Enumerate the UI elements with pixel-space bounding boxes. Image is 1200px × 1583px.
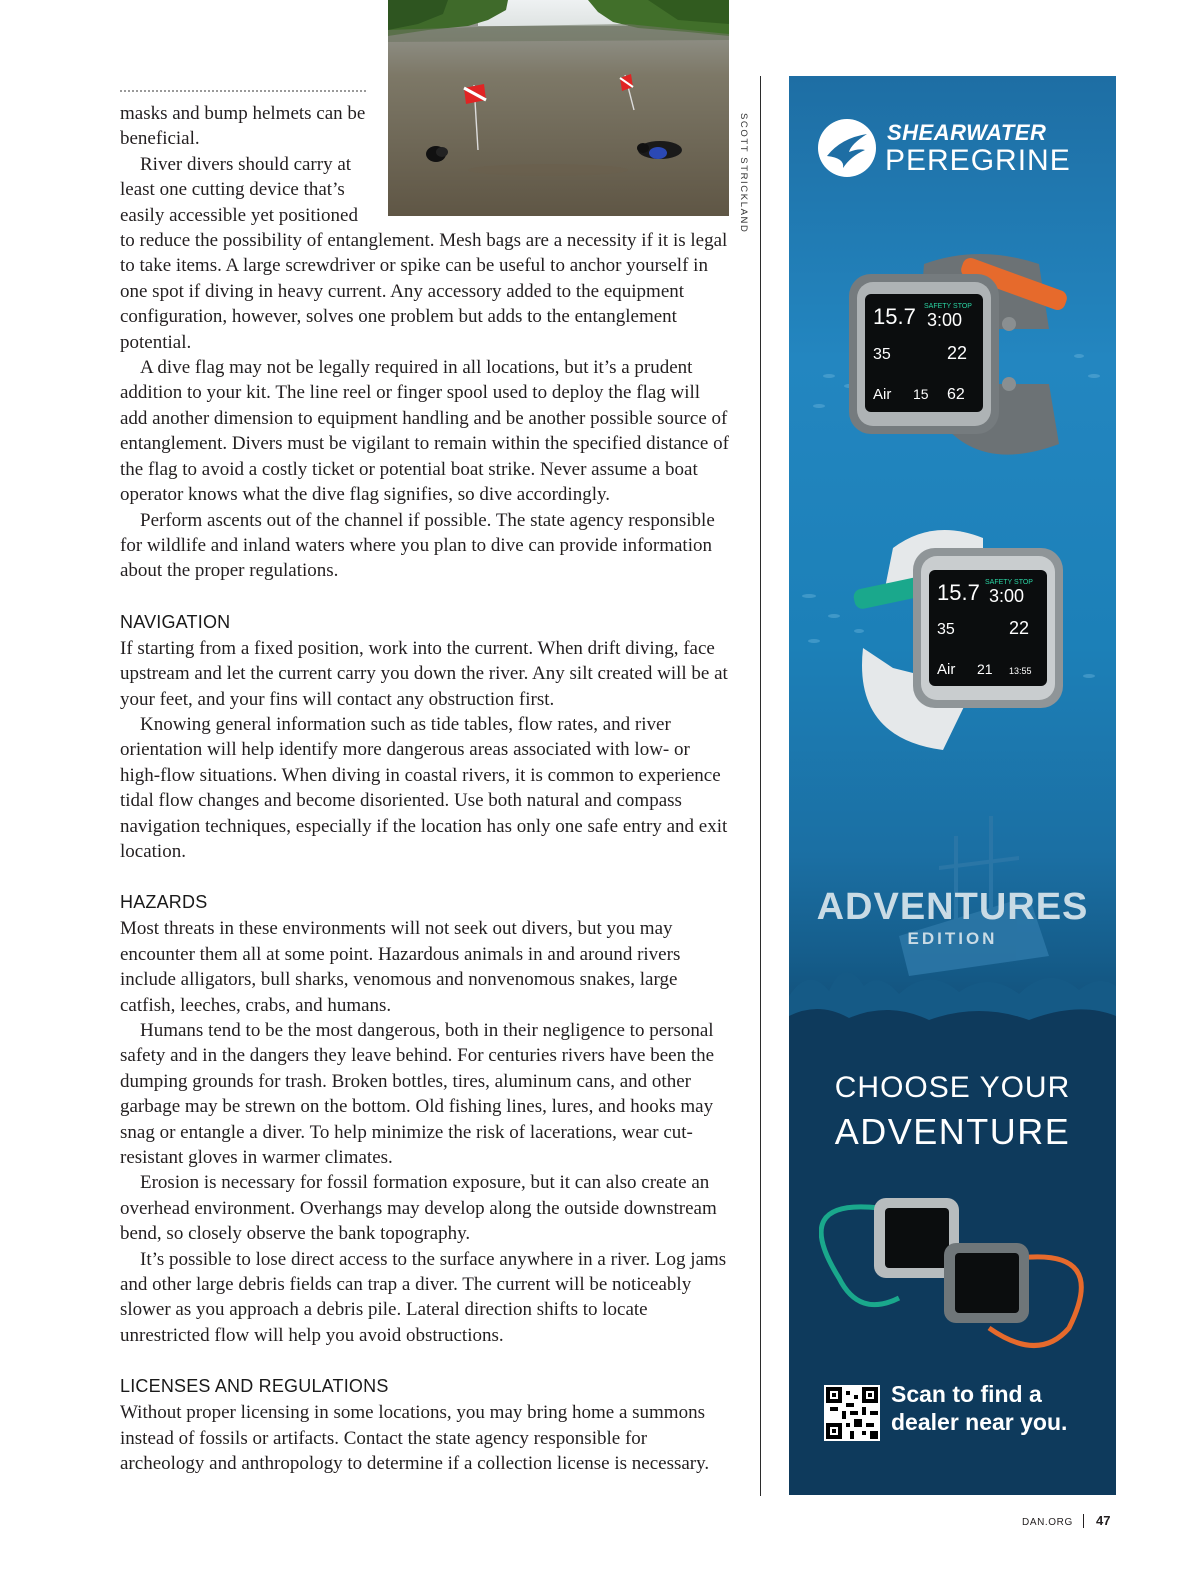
choose-your-line: CHOOSE YOUR (834, 1071, 1071, 1104)
photo-wrap-space (384, 101, 730, 227)
edition-subtitle: EDITION (907, 929, 998, 948)
paragraph: It’s possible to lose direct access to the surface anywhere in a river. Log jams and other large debris fields can trap a diver. The current will be noticeably slower as you approach a debris pile. Lateral direction shifts to locate unrestricted flow will help you avoid obstructions. (120, 1248, 727, 1346)
section-heading-navigation: NAVIGATION (120, 611, 231, 632)
footer-site[interactable]: DAN.ORG (1022, 1517, 1073, 1528)
paragraph: masks and bump helmets can be beneficial. (120, 103, 366, 150)
paragraph: Knowing general information such as tide tables, flow rates, and river orientation will help identify more dangerous areas associated with low- or high-flow situations. When diving in coastal rivers, it is common to experience tidal flow changes and become disoriented. Use both natural and compass navigation techniques, especially if the location has only one safe entry and exit location. (120, 713, 728, 862)
paragraph: Most threats in these environments will not seek out divers, but you may encounter them all at some point. Hazardous animals in and around rivers include alligators, bull sharks, venomous and nonvenomous snakes, large catfish, leeches, crabs, and humans. (120, 918, 681, 1016)
paragraph: Perform ascents out of the channel if possible. The state agency responsible for wildlife and inland waters where you plan to dive can provide information about the proper regulations. (120, 509, 715, 582)
column-divider (760, 76, 761, 1496)
watch1-stop-label: SAFETY STOP (924, 303, 972, 310)
peregrine-watch-white (833, 518, 1113, 758)
qr-code[interactable] (824, 1385, 880, 1441)
shearwater-advertisement[interactable] (789, 76, 1116, 1495)
page-number: 47 (1096, 1513, 1111, 1528)
paragraph: A dive flag may not be legally required in all locations, but it’s a prudent addition to your kit. The line reel or finger spool used to deploy the flag will add another dimension to equipment handling and be another possible source of entanglement. Divers must be vigilant to remain within the specified distance of the flag to avoid a costly ticket or potential boat strike. Never assume a boat operator knows what the dive flag signifies, so dive accordingly. (120, 357, 729, 506)
brand-shearwater: SHEARWATER (887, 120, 1047, 145)
section-heading-hazards: HAZARDS (120, 892, 208, 913)
watch2-clock: 13:55 (1009, 666, 1032, 676)
watch1-temp: 15 (913, 386, 929, 402)
watch1-depth: 15.7 (873, 304, 916, 329)
peregrine-watch-grey (829, 244, 1109, 484)
paragraph: If starting from a fixed position, work into the current. When drift diving, face upstream and let the current carry you down the river. Any silt created will be at your feet, and your fins will contact any obstruction first. (120, 637, 728, 710)
paragraph: Humans tend to be the most dangerous, both in their negligence to personal safety and in the dangers they leave behind. For centuries rivers have been the dumping grounds for trash. Broken bottles, tires, aluminum cans, and other garbage may be strewn on the bottom. Old fishing lines, lures, and hooks may snag or entangle a diver. To help minimize the risk of lacerations, wear cut-resistant gloves in warmer climates. (120, 1020, 715, 1169)
watch2-gas: Air (937, 661, 956, 678)
watch2-ndl: 22 (1009, 618, 1030, 638)
paragraph: Erosion is necessary for fossil formation exposure, but it can also create an overhead environment. Overhangs may develop along the outside downstream bend, so closely observe the bank topography. (120, 1172, 717, 1245)
scan-to-find-dealer (891, 1380, 1067, 1436)
photo-credit: SCOTT STRICKLAND (738, 113, 749, 234)
paragraph: River divers should carry at least one cutting device that’s easily accessible yet positioned to reduce the possibility of entanglement. Mesh bags are a necessity if it is legal to take items. A large screwdriver or spike can be useful to anchor yourself in one spot if diving in heavy current. Any accessory added to the equipment configuration, however, solves one problem but adds to the entanglement potential. (120, 153, 728, 353)
watch1-gas: Air (873, 386, 892, 403)
section-heading-licenses: LICENSES AND REGULATIONS (120, 1376, 389, 1397)
watch2-time: 35 (937, 621, 955, 638)
shearwater-bird-icon (817, 118, 877, 178)
watch1-ndl: 22 (947, 343, 968, 363)
watch2-depth: 15.7 (937, 580, 980, 605)
scan-line-1: Scan to find a (891, 1381, 1042, 1407)
adventures-title: ADVENTURES (816, 886, 1089, 928)
watch2-stop: 3:00 (989, 586, 1025, 606)
watch1-stop: 3:00 (927, 310, 963, 330)
qr-code-icon (826, 1387, 878, 1439)
watches-with-straps (819, 1188, 1099, 1358)
scan-line-2: dealer near you. (891, 1409, 1068, 1435)
adventure-line: ADVENTURE (834, 1111, 1071, 1152)
watch2-temp: 21 (977, 661, 993, 677)
paragraph: Without proper licensing in some locations, you may bring home a summons instead of fossils or artifacts. Contact the state agency responsible for archeology and anthropology to determine if a collection license is necessary. (120, 1402, 710, 1475)
watch1-time: 35 (873, 346, 891, 363)
shearwater-logo (817, 116, 1107, 196)
brand-peregrine: PEREGRINE (885, 144, 1071, 177)
footer-separator (1083, 1514, 1084, 1528)
watch2-stop-label: SAFETY STOP (985, 579, 1033, 586)
watch1-pct: 62 (947, 386, 965, 403)
section-divider (120, 90, 366, 92)
article-body (120, 90, 730, 1477)
